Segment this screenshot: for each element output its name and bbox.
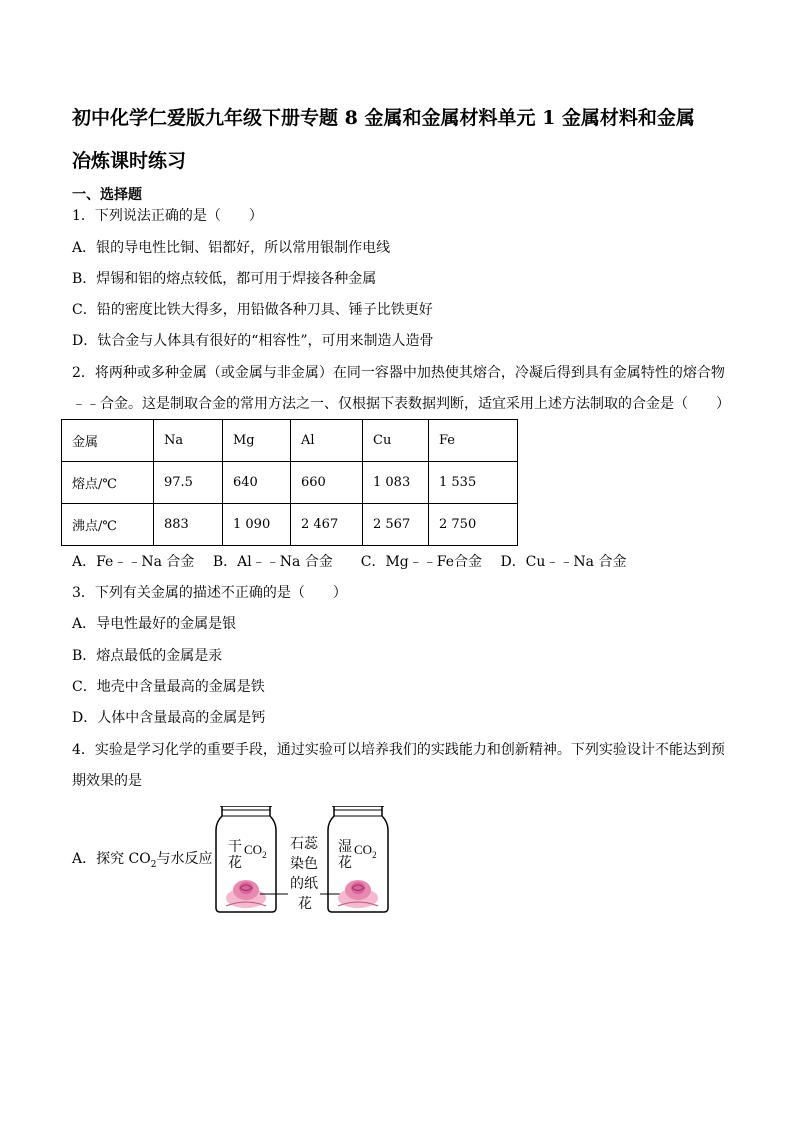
callout-label (260, 835, 344, 912)
q3-stem: 3．下列有关金属的描述不正确的是（ ） (72, 585, 347, 601)
q4-option-a-prefix: A．探究 CO (72, 851, 151, 867)
table-cell: 熔点/℃ (62, 462, 154, 504)
right-jar-label-bottom: 花 (338, 856, 352, 871)
callout-line2: 染色 (290, 857, 318, 872)
q1-stem: 1．下列说法正确的是（ ） (72, 208, 263, 224)
table-cell: Al (291, 420, 363, 462)
table-cell: 1 083 (363, 462, 429, 504)
q4-option-a (72, 850, 212, 874)
table-row (62, 504, 518, 546)
q1-option-b: B．焊锡和铝的熔点较低，都可用于焊接各种金属 (72, 271, 377, 287)
table-cell: Mg (223, 420, 291, 462)
table-cell: 1 090 (223, 504, 291, 546)
q2-options: A．Fe﹣﹣Na 合金 B．Al﹣﹣Na 合金 C．Mg﹣﹣Fe合金 D．Cu﹣﹣Na 合金 (72, 554, 627, 570)
q4-option-a-suffix: 与水反应 (156, 851, 213, 867)
q1-option-a: A．银的导电性比铜、铝都好，所以常用银制作电线 (72, 240, 391, 256)
q1-option-c: C．铅的密度比铁大得多，用铅做各种刀具、锤子比铁更好 (72, 302, 433, 318)
right-jar-label-top: 湿 (338, 840, 352, 855)
table-cell: Na (154, 420, 223, 462)
right-jar-gas-formula: CO (354, 842, 373, 857)
q3-option-b: B．熔点最低的金属是汞 (72, 648, 223, 664)
flower-icon (338, 880, 378, 908)
table-cell: 640 (223, 462, 291, 504)
left-jar-gas (244, 842, 267, 860)
table-cell: 金属 (62, 420, 154, 462)
q4-option-a-subscript: 2 (150, 859, 157, 870)
table-cell: Cu (363, 420, 429, 462)
table-cell: 660 (291, 462, 363, 504)
q4-stem-line1: 4．实验是学习化学的重要手段，通过实验可以培养我们的实践能力和创新精神。下列实验设计不能达到预 (72, 742, 725, 758)
table-cell: 1 535 (429, 462, 518, 504)
callout-line1: 石蕊 (290, 837, 318, 852)
left-jar-label-top: 干 (228, 840, 242, 855)
left-jar-gas-formula: CO (244, 842, 263, 857)
callout-line3: 的纸 (290, 877, 318, 892)
experiment-diagram (212, 806, 392, 918)
section-heading: 一、选择题 (72, 187, 142, 203)
document-title-line2: 冶炼课时练习 (72, 150, 187, 172)
callout-line4: 花 (298, 897, 312, 912)
q1-option-d: D．钛合金与人体具有很好的“相容性”，可用来制造人造骨 (72, 333, 434, 349)
right-jar-gas (354, 842, 377, 860)
table-cell: 2 567 (363, 504, 429, 546)
table-cell: 97.5 (154, 462, 223, 504)
table-cell: 2 467 (291, 504, 363, 546)
q3-option-d: D．人体中含量最高的金属是钙 (72, 710, 266, 726)
q3-option-a: A．导电性最好的金属是银 (72, 616, 237, 632)
table-cell: 沸点/℃ (62, 504, 154, 546)
table-cell: 2 750 (429, 504, 518, 546)
left-jar-label-bottom: 花 (228, 856, 242, 871)
metal-property-table (61, 419, 518, 546)
document-title-line1: 初中化学仁爱版九年级下册专题 8 金属和金属材料单元 1 金属材料和金属 (72, 107, 695, 129)
q3-option-c: C．地壳中含量最高的金属是铁 (72, 679, 265, 695)
table-cell: Fe (429, 420, 518, 462)
table-row (62, 462, 518, 504)
left-jar-gas-subscript: 2 (262, 850, 267, 860)
table-cell: 883 (154, 504, 223, 546)
q2-stem-line2: ﹣﹣合金。这是制取合金的常用方法之一、仅根据下表数据判断，适宜采用上述方法制取的合金是（ ） (72, 396, 730, 412)
table-row (62, 420, 518, 462)
q4-stem-line2: 期效果的是 (72, 773, 142, 789)
right-jar-gas-subscript: 2 (372, 850, 377, 860)
q2-stem-line1: 2．将两种或多种金属（或金属与非金属）在同一容器中加热使其熔合，冷凝后得到具有金属特性的熔合物 (72, 365, 725, 381)
